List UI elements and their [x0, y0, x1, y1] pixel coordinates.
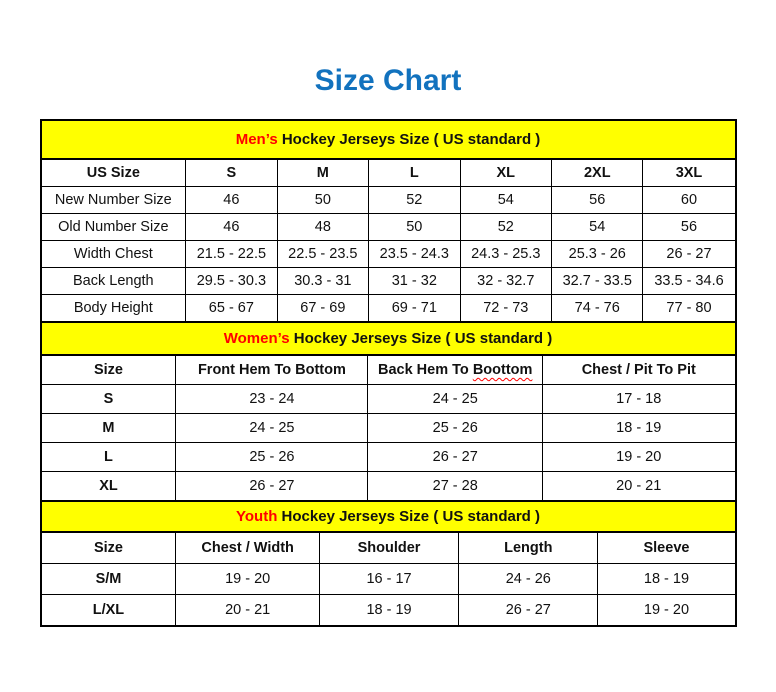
table-row: [42, 241, 735, 268]
table-cell: 19 - 20: [176, 564, 319, 595]
column-header: Length: [459, 533, 598, 564]
column-header: Sleeve: [598, 533, 735, 564]
column-header: M: [277, 160, 368, 187]
table-cell: 56: [643, 214, 735, 241]
table-cell: 26 - 27: [176, 472, 368, 501]
column-header: [368, 356, 543, 385]
table-cell: 46: [186, 187, 277, 214]
womens-size-table: [42, 356, 735, 500]
table-cell: 32.7 - 33.5: [552, 268, 643, 295]
youth-size-table: [42, 533, 735, 625]
table-cell: 69 - 71: [369, 295, 460, 322]
table-row: [42, 295, 735, 322]
mens-banner-text: Hockey Jerseys Size ( US standard ): [281, 131, 541, 148]
page-title: Size Chart: [314, 64, 462, 97]
table-row: [42, 214, 735, 241]
table-cell: 25 - 26: [176, 443, 368, 472]
table-cell: 24 - 26: [459, 564, 598, 595]
row-label: New Number Size: [42, 187, 186, 214]
table-cell: 23 - 24: [176, 385, 368, 414]
youth-header-row: [42, 533, 735, 564]
womens-header-row: [42, 356, 735, 385]
table-cell: 20 - 21: [543, 472, 735, 501]
table-row: [42, 595, 735, 626]
table-cell: 18 - 19: [598, 564, 735, 595]
table-cell: 23.5 - 24.3: [369, 241, 460, 268]
youth-section-banner: [42, 500, 735, 533]
table-cell: 77 - 80: [643, 295, 735, 322]
table-cell: 27 - 28: [368, 472, 543, 501]
row-label: M: [42, 414, 176, 443]
table-cell: 26 - 27: [643, 241, 735, 268]
column-header-text: Back Hem To: [377, 362, 469, 378]
row-label: XL: [42, 472, 176, 501]
womens-banner-text: Hockey Jerseys Size ( US standard ): [293, 330, 553, 347]
row-label: Old Number Size: [42, 214, 186, 241]
table-row: [42, 564, 735, 595]
misspelled-word: Boottom: [472, 362, 533, 378]
table-cell: 20 - 21: [176, 595, 319, 626]
column-header: S: [186, 160, 277, 187]
table-cell: 17 - 18: [543, 385, 735, 414]
table-cell: 24 - 25: [176, 414, 368, 443]
column-header: Front Hem To Bottom: [176, 356, 368, 385]
table-cell: 54: [552, 214, 643, 241]
row-label: Body Height: [42, 295, 186, 322]
table-cell: 25.3 - 26: [552, 241, 643, 268]
table-row: [42, 472, 735, 501]
table-cell: 31 - 32: [369, 268, 460, 295]
column-header: XL: [460, 160, 551, 187]
table-cell: 65 - 67: [186, 295, 277, 322]
mens-section-banner: [42, 121, 735, 160]
table-cell: 18 - 19: [319, 595, 458, 626]
table-cell: 48: [277, 214, 368, 241]
youth-banner-text: Hockey Jerseys Size ( US standard ): [281, 508, 540, 525]
mens-header-row: [42, 160, 735, 187]
table-cell: 52: [369, 187, 460, 214]
mens-banner-accent: Men’s: [235, 131, 278, 148]
table-cell: 16 - 17: [319, 564, 458, 595]
row-label: L: [42, 443, 176, 472]
table-cell: 33.5 - 34.6: [643, 268, 735, 295]
mens-size-table: [42, 160, 735, 321]
youth-banner-accent: Youth: [236, 508, 278, 525]
womens-section-banner: [42, 321, 735, 356]
column-header: Chest / Pit To Pit: [543, 356, 735, 385]
table-cell: 25 - 26: [368, 414, 543, 443]
table-cell: 67 - 69: [277, 295, 368, 322]
table-cell: 50: [369, 214, 460, 241]
table-cell: 22.5 - 23.5: [277, 241, 368, 268]
column-header: Shoulder: [319, 533, 458, 564]
row-label: L/XL: [42, 595, 176, 626]
table-cell: 60: [643, 187, 735, 214]
table-cell: 24 - 25: [368, 385, 543, 414]
row-label: Back Length: [42, 268, 186, 295]
table-row: [42, 187, 735, 214]
womens-banner-accent: Women’s: [223, 330, 290, 347]
table-cell: 30.3 - 31: [277, 268, 368, 295]
row-label: S: [42, 385, 176, 414]
table-row: [42, 414, 735, 443]
column-header: L: [369, 160, 460, 187]
table-cell: 46: [186, 214, 277, 241]
table-cell: 26 - 27: [368, 443, 543, 472]
column-header: 3XL: [643, 160, 735, 187]
column-header: 2XL: [552, 160, 643, 187]
column-header: Size: [42, 533, 176, 564]
table-cell: 19 - 20: [543, 443, 735, 472]
size-chart-table: [40, 119, 737, 627]
table-row: [42, 443, 735, 472]
table-row: [42, 268, 735, 295]
column-header: Chest / Width: [176, 533, 319, 564]
table-cell: 32 - 32.7: [460, 268, 551, 295]
row-label: S/M: [42, 564, 176, 595]
table-cell: 50: [277, 187, 368, 214]
table-cell: 54: [460, 187, 551, 214]
column-header: Size: [42, 356, 176, 385]
table-cell: 26 - 27: [459, 595, 598, 626]
table-cell: 29.5 - 30.3: [186, 268, 277, 295]
table-cell: 24.3 - 25.3: [460, 241, 551, 268]
table-cell: 74 - 76: [552, 295, 643, 322]
table-cell: 21.5 - 22.5: [186, 241, 277, 268]
table-cell: 72 - 73: [460, 295, 551, 322]
table-row: [42, 385, 735, 414]
table-cell: 56: [552, 187, 643, 214]
table-cell: 19 - 20: [598, 595, 735, 626]
table-cell: 52: [460, 214, 551, 241]
column-header: US Size: [42, 160, 186, 187]
table-cell: 18 - 19: [543, 414, 735, 443]
row-label: Width Chest: [42, 241, 186, 268]
